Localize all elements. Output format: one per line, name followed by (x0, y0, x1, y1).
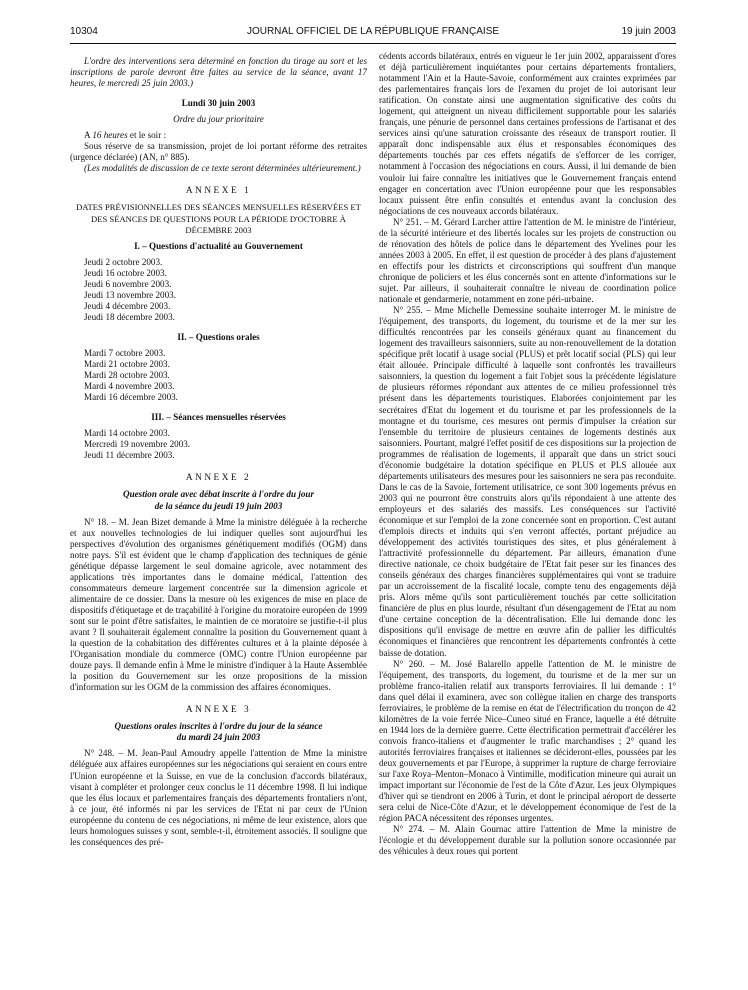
annexe2-subtitle-2: de la séance du jeudi 19 juin 2003 (154, 500, 283, 511)
day-title: Lundi 30 juin 2003 (181, 98, 256, 109)
date-item: Mercredi 19 novembre 2003. (84, 439, 191, 450)
annexe3-title: ANNEXE 3 (185, 705, 252, 716)
question-248: N° 248. – M. Jean-Paul Amoudry appelle l'attention de Mme la ministre déléguée aux affaires européennes sur les négociations qui seraient en cours entre l'Union européenne et la Suisse, en vue de la conclusion d'accords bilatéraux, visant à compléter et prolonger ceux conclus le 11 décembre 1998. Il lui indique que les élus locaux et parlementaires français des départements frontaliers n'ont, à ce jour, été informés ni par les services de l'Etat ni par ceux de l'Union européenne du contenu de ces négociations, ni même de leur existence, alors que leurs homologues suisses y sont, semble-t-il, étroitement associés. Il souligne que les conséquences des pré- (70, 748, 367, 847)
left-column (70, 56, 367, 981)
page-number: 10304 (70, 26, 98, 37)
section3-title: III. – Séances mensuelles réservées (151, 412, 286, 423)
date-item: Jeudi 16 octobre 2003. (84, 267, 167, 278)
annexe2-subtitle-1: Question orale avec débat inscrite à l'ordre du jour (123, 489, 314, 500)
date-item: Jeudi 11 décembre 2003. (84, 450, 175, 461)
section1-title: I. – Questions d'actualité au Gouvernement (134, 240, 303, 251)
question-274: N° 274. – M. Alain Gournac attire l'attention de Mme la ministre de l'écologie et du développement durable sur la pollution sonore occasionnée par des véhicules à deux roues qui portent (379, 824, 676, 857)
section1-dates (70, 257, 367, 323)
date-item: Jeudi 6 novembre 2003. (84, 278, 172, 289)
question-255: N° 255. – Mme Michelle Demessine souhaite interroger M. le ministre de l'équipement, des transports, du logement, du tourisme et de la mer sur les difficultés rencontrées par les conseils généraux quant au financement du logement des travailleurs saisonniers, suite au non-renouvellement de la dotation spécifique prêt locatif à usage social (PLUS) et prêt locatif social (PLS) qui leur était allouée. Principale difficulté à laquelle sont confrontés les travailleurs saisonniers, la question du logement a fait l'objet sous la précédente législature de plusieurs réformes répondant aux attentes de ce milieu professionnel très présent dans les départements touristiques. Elaborées conjointement par les secrétaires d'Etat du logement et du tourisme et par les professionnels de la montagne et du tourisme, ces mesures ont permis d'impulser la création sur l'ensemble du territoire de plusieurs centaines de logements destinés aux saisonniers. Pourtant, malgré l'effet positif de ces dispositions sur la projection de programmes de réalisation de logements, il apparaît que dans un strict souci d'économie budgétaire la dotation spécifique en PLUS et PLS allouée aux départements utilisateurs des mesures pour les saisonniers ne sera pas reconduite. Dans le cas de la Savoie, fortement utilisatrice, ce sont 300 logements prévus en 2003 qui ne pourront être construits alors qu'ils répondaient à une attente des employeurs et des salariés des massifs. Les conséquences sur l'activité économique et sur l'emploi de la zone concernée sont en proportion. C'est autant d'emplois directs et induits qui s'en verront affectés, portant préjudice au développement des activités touristiques des sites, et plus généralement à l'attractivité professionnelle du département. Par ailleurs, émanation d'une directive nationale, ce choix budgétaire de l'Etat fait peser sur les finances des conseils généraux des charges financières supplémentaires qui vont se traduire par un accroissement de la fiscalité locale, compte tenu des engagements déjà pris. Alors même qu'ils sont particulièrement touchés par cette sollicitation financière de plus en plus lourde, résultant d'un désengagement de l'Etat au nom d'une certaine conception de la décentralisation. Elle lui demande donc les dispositions qu'il envisage de mettre en œuvre afin de pallier les difficultés économiques et financières que rencontrent les départements confrontés à cette baisse de dotation. (379, 305, 676, 658)
annexe1-caps: DATES PRÉVISIONNELLES DES SÉANCES MENSUELLES RÉSERVÉES ET DES SÉANCES DE QUESTIONS POUR LA PÉRIODE D'OCTOBRE À DÉCEMBRE 2003 (76, 202, 361, 235)
date-item: Mardi 16 décembre 2003. (84, 392, 178, 403)
question-248-continued: cédents accords bilatéraux, entrés en vigueur le 1er juin 2002, apparaissent d'ores et déjà particulièrement inquiétantes pour certains départements frontaliers, notamment l'Ain et la Haute-Savoie, conformément aux craintes exprimées par des parlementaires français lors de l'examen du projet de loi autorisant leur ratification. On constate ainsi une augmentation significative des coûts du logement, qui atteignent un niveau difficilement supportable pour les salariés français, une pénurie de personnel dans certaines professions de l'artisanat et des services ainsi qu'une saturation croissante des réseaux de transport routier. Il apparaît donc indispensable aux élus et responsables économiques des départements touchés par ces effets négatifs de s'efforcer de les corriger, notamment à l'occasion des négociations en cours. Aussi, il lui demande de bien vouloir lui faire connaître les initiatives que le Gouvernement français entend engager en concertation avec l'Union européenne pour que les responsables locaux puissent être enfin consultés et entendus avant la conclusion des négociations de ces nouveaux accords bilatéraux. (379, 51, 676, 216)
right-column (379, 51, 676, 981)
date-item: Mardi 4 novembre 2003. (84, 381, 175, 392)
date-item: Jeudi 18 décembre 2003. (84, 311, 175, 322)
order-label: Ordre du jour prioritaire (173, 114, 264, 125)
modalites-note: (Les modalités de discussion de ce texte seront déterminées ultérieurement.) (84, 163, 361, 174)
annexe3-subtitle-2: du mardi 24 juin 2003 (176, 732, 261, 743)
date-item: Mardi 7 octobre 2003. (84, 347, 166, 358)
journal-title: JOURNAL OFFICIEL DE LA RÉPUBLIQUE FRANÇAISE (246, 26, 500, 37)
section2-title: II. – Questions orales (177, 331, 260, 342)
page-header (70, 26, 676, 40)
annexe2-title: ANNEXE 2 (185, 473, 252, 484)
date-item: Jeudi 4 décembre 2003. (84, 300, 171, 311)
section3-dates (70, 428, 367, 461)
question-18: N° 18. – M. Jean Bizet demande à Mme la ministre déléguée à la recherche et aux nouvelles technologies de lui indiquer quelles sont aujourd'hui les perspectives d'évolution des organismes génétiquement modifiés (OGM) dans notre pays. S'il est évident que le champ d'application des techniques de génie génétique dépasse largement le seul domaine agricole, avec notamment des applications très importantes dans le domaine médical, l'attention des consommateurs demeure largement concentrée sur la dimension agricole et alimentaire de ce dossier. Dans la mesure où les exigences de mise en place de dispositifs d'étiquetage et de traçabilité à l'origine du moratoire européen de 1999 sont sur le point d'être satisfaites, le maintien de ce moratoire se justifie-t-il plus avant ? Il souhaiterait également connaître la position du Gouvernement quant à la question de la cohabitation des différentes cultures et à la plainte déposée à l'Organisation mondiale du commerce (OMC) contre l'Union européenne par douze pays. Il demande enfin à Mme le ministre d'indiquer à la Haute Assemblée la position du Gouvernement sur les onze propositions de la mission d'information sur les OGM de la commission des affaires économiques. (70, 516, 367, 693)
project-text: Sous réserve de sa transmission, projet de loi portant réforme des retraites (urgence déclarée) (AN, n° 885). (70, 141, 367, 163)
annexe1-title: ANNEXE 1 (185, 186, 252, 197)
issue-date: 19 juin 2003 (621, 26, 676, 37)
date-item: Mardi 21 octobre 2003. (84, 359, 170, 370)
question-260: N° 260. – M. José Balarello appelle l'attention de M. le ministre de l'équipement, des transports, du logement, du tourisme et de la mer sur un problème franco-italien relatif aux transports ferroviaires. Il lui demande : 1° dans quel délai il examinera, avec son collègue italien en charge des transports ferroviaires, le problème de la remise en état de l'électrification du tronçon de 42 kilomètres de la voie ferrée Nice–Cuneo situé en France, laquelle a été détruite en 1944 lors de la dernière guerre. Cette électrification permettrait d'accélérer les convois franco-italiens et d'augmenter le trafic marchandises ; 2° quand les autorités ferroviaires françaises et italiennes se décideront-elles, poussées par les deux gouvernements et par l'Europe, à supprimer la rupture de charge ferroviaire sur l'axe Roya–Menton–Monaco à Vintimille, modification mineure qui aurait un impact important sur l'économie de l'est de la Côte d'Azur. Les jeux Olympiques d'hiver qui se tiendront en 2006 à Turin, et dont le principal aéroport de desserte sera celui de Nice-Côte d'Azur, et le développement économique de l'est de la région PACA nécessitent des réponses urgentes. (379, 658, 676, 824)
intro-note: L'ordre des interventions sera déterminé en fonction du tirage au sort et les inscriptions de parole devront être faites au service de la séance, avant 17 heures, le mercredi 25 juin 2003.) (70, 56, 367, 89)
section2-dates (70, 348, 367, 403)
date-item: Mardi 28 octobre 2003. (84, 370, 170, 381)
date-item: Jeudi 13 novembre 2003. (84, 289, 176, 300)
date-item: Jeudi 2 octobre 2003. (84, 256, 163, 267)
date-item: Mardi 14 octobre 2003. (84, 428, 170, 439)
time-line: A 16 heures et le soir : (84, 130, 167, 141)
question-251: N° 251. – M. Gérard Larcher attire l'attention de M. le ministre de l'intérieur, de la sécurité intérieure et des libertés locales sur les projets de construction ou de rénovation des hôtels de police dans le département des Yvelines pour les années 2003 à 2005. En effet, il est question de procéder à des plans d'ajustement en effectifs pour les districts et circonscriptions qui souffrent d'un manque chronique de policiers et les élus concernés sont en attente d'informations sur le sujet. Par ailleurs, il souhaiterait connaître le niveau de coordination police nationale et gendarmerie, notamment en zone péri-urbaine. (379, 216, 676, 305)
header-rule (70, 43, 676, 44)
annexe3-subtitle-1: Questions orales inscrites à l'ordre du jour de la séance (114, 721, 323, 732)
